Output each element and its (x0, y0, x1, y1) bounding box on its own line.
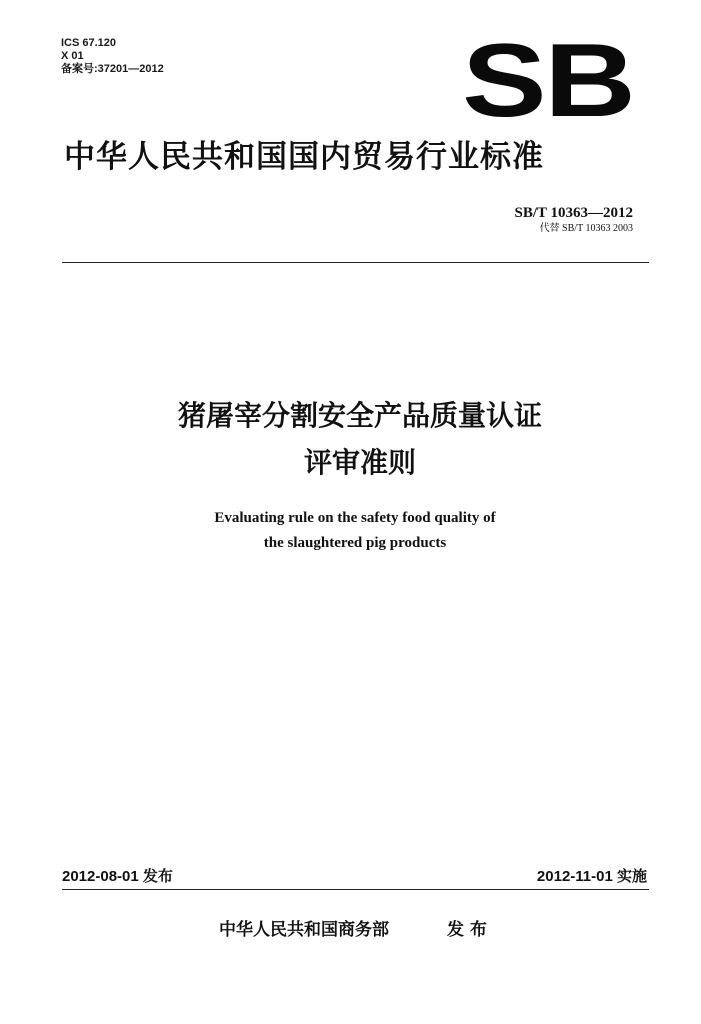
english-title-line2: the slaughtered pig products (263, 535, 447, 551)
standard-category-title: 中华人民共和国国内贸易行业标准 (64, 139, 544, 175)
ics-code: ICS 67.120 (61, 37, 117, 49)
implementation-date: 2012-11-01 实施 (536, 868, 647, 885)
issuing-authority: 中华人民共和国商务部 (219, 920, 389, 940)
document-title-line1: 猪屠宰分割安全产品质量认证 (177, 399, 542, 432)
filing-number: 备案号:37201—2012 (61, 63, 164, 75)
issue-label: 发 布 (447, 920, 487, 940)
issue-date: 2012-08-01 发布 (62, 868, 173, 885)
document-title-line2: 评审准则 (303, 446, 416, 479)
sb-logo: SB (462, 23, 634, 139)
header-divider (62, 262, 649, 263)
standard-number: SB/T 10363—2012 (514, 205, 633, 221)
ccs-code: X 01 (61, 50, 84, 62)
footer-divider (62, 889, 649, 890)
replaces-standard: 代替 SB/T 10363 2003 (539, 223, 633, 234)
document-metadata (61, 37, 164, 76)
english-title-line1: Evaluating rule on the safety food quality of (214, 510, 496, 526)
